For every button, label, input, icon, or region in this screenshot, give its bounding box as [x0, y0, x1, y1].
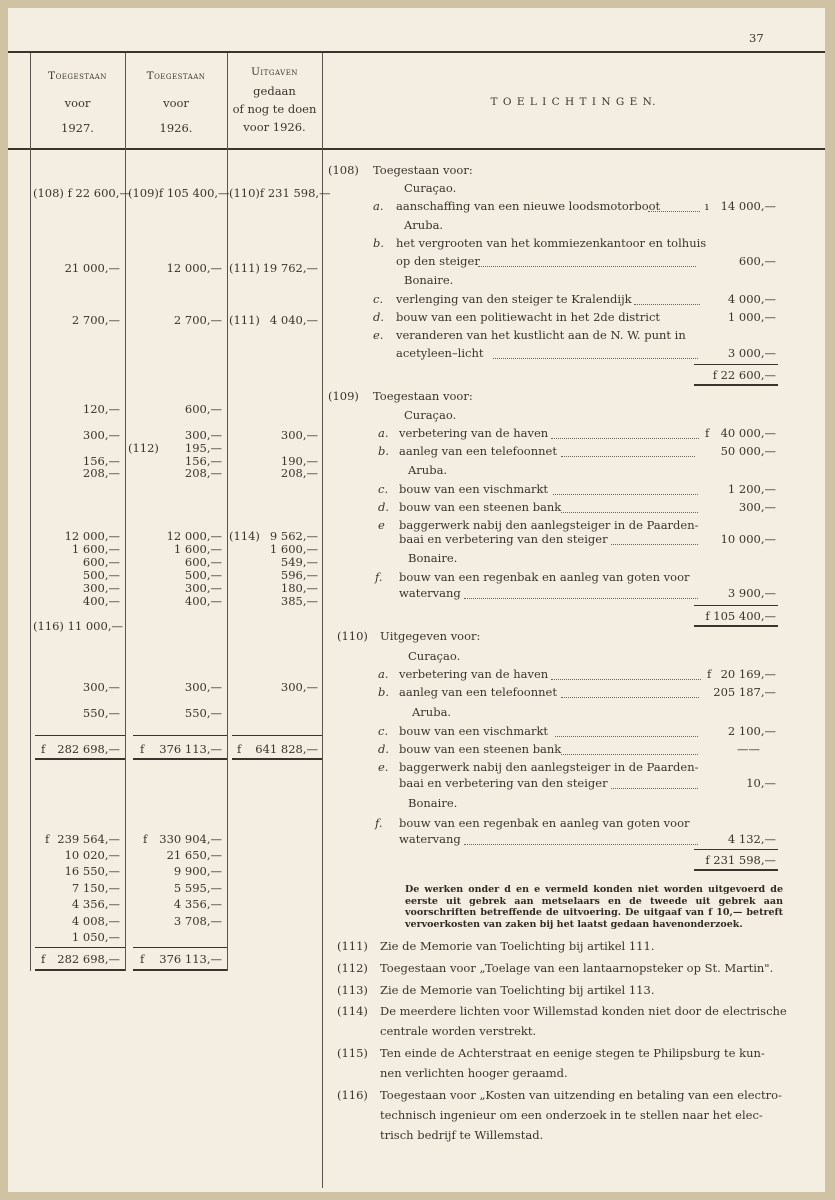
c2-value: 12 000,—	[166, 529, 222, 543]
c3-total: 641 828,—	[255, 742, 318, 756]
c3-ref: (111)	[229, 261, 260, 275]
s110-letter: e.	[378, 760, 389, 774]
s110-group: Aruba.	[412, 705, 452, 719]
b2-value: 4 356,—	[173, 897, 222, 911]
c3-value: 190,—	[280, 454, 318, 468]
s108-group: Curaçao.	[404, 181, 457, 195]
s110-letter: f.	[375, 816, 383, 830]
s108-e-text1: veranderen van het kustlicht aan de N. W. punt in	[396, 328, 686, 342]
s108-letter: e.	[373, 328, 384, 342]
c3-value: 9 562,—	[269, 529, 318, 543]
s109-letter: e	[378, 518, 385, 532]
header-col1-line2: voor	[64, 96, 91, 110]
s109-letter: f.	[375, 570, 383, 584]
s108-total-rule	[694, 384, 778, 386]
c1-value: 156,—	[82, 454, 120, 468]
s109-total: f 105 400,—	[705, 609, 776, 623]
c1-total-rule	[35, 758, 125, 760]
s108-b-value: 600,—	[738, 254, 776, 268]
note-ref: (112)	[337, 961, 368, 975]
c1-total-prefix: f	[41, 742, 46, 756]
s108-letter: d.	[373, 310, 385, 324]
b2-prefix: f	[143, 832, 148, 846]
c2-value: 195,—	[184, 441, 222, 455]
s110-group: Bonaire.	[408, 796, 458, 810]
leader-dots	[555, 736, 698, 737]
c2-value: 550,—	[184, 706, 222, 720]
note-text: nen verlichten hooger geraamd.	[380, 1066, 568, 1080]
s109-e-text1: baggerwerk nabij den aanlegsteiger in de Paarden-	[399, 518, 699, 532]
s108-total: f 22 600,—	[712, 368, 776, 382]
c2-ref-112: (112)	[128, 441, 159, 455]
leader-dots	[493, 358, 698, 359]
b1-sum-rule	[35, 947, 125, 948]
s109-letter: b.	[378, 444, 390, 458]
leader-dots	[561, 754, 698, 755]
c2-value: 400,—	[184, 594, 222, 608]
note-ref: (115)	[337, 1046, 368, 1060]
note-text: centrale worden verstrekt.	[380, 1024, 537, 1038]
s110-group: Curaçao.	[408, 649, 461, 663]
c1-value: (108) f 22 600,—	[33, 186, 131, 200]
c3-ref: (111)	[229, 313, 260, 327]
header-toelichtingen: T O E L I C H T I N G E N.	[490, 96, 657, 108]
s108-group: Bonaire.	[404, 273, 454, 287]
s109-d-text: bouw van een steenen bank	[399, 500, 562, 514]
b1-value: 4 356,—	[71, 897, 120, 911]
c1-value: 1 600,—	[71, 542, 120, 556]
c2-sum-rule	[133, 735, 227, 736]
b1-value: 4 008,—	[71, 914, 120, 928]
document-page	[8, 8, 825, 1192]
column-rule	[322, 53, 323, 1188]
s108-a-text: aanschaffing van een nieuwe loodsmotorboot	[396, 199, 661, 213]
c2-value: (109)f 105 400,—	[128, 186, 230, 200]
b1-value: 7 150,—	[71, 881, 120, 895]
s109-a-value: 40 000,—	[720, 426, 776, 440]
b2-sum-rule	[133, 947, 227, 948]
c3-value: 385,—	[280, 594, 318, 608]
s109-group: Aruba.	[408, 463, 448, 477]
c2-value: 12 000,—	[166, 261, 222, 275]
b2-value: 21 650,—	[166, 848, 222, 862]
s110-total: f 231 598,—	[705, 853, 776, 867]
c3-value: 300,—	[280, 428, 318, 442]
s108-b-text2: op den steiger	[396, 254, 480, 268]
c3-sum-rule	[232, 735, 322, 736]
header-col3-line1: Uitgaven	[251, 66, 298, 78]
c3-ref: (114)	[229, 529, 260, 543]
s109-total-rule	[694, 625, 778, 627]
c1-value: 208,—	[82, 466, 120, 480]
b2-value: 3 708,—	[173, 914, 222, 928]
c1-sum-rule	[35, 735, 125, 736]
b1-total-prefix: f	[41, 952, 46, 966]
b1-prefix: f	[45, 832, 50, 846]
c1-value: 21 000,—	[64, 261, 120, 275]
c2-value: 600,—	[184, 555, 222, 569]
c3-value: 300,—	[280, 680, 318, 694]
s110-a-text: verbetering van de haven	[399, 667, 549, 681]
c1-value: 400,—	[82, 594, 120, 608]
s109-c-text: bouw van een vischmarkt	[399, 482, 549, 496]
b2-value: 330 904,—	[159, 832, 222, 846]
c1-value: 300,—	[82, 680, 120, 694]
c2-value: 208,—	[184, 466, 222, 480]
leader-dots	[634, 304, 700, 305]
c2-total: 376 113,—	[159, 742, 222, 756]
s109-ref: (109)	[328, 389, 359, 403]
s108-d-text: bouw van een politiewacht in het 2de district	[396, 310, 661, 324]
c2-value: 1 600,—	[173, 542, 222, 556]
leader-dots	[464, 598, 698, 599]
header-col2-line3: 1926.	[159, 121, 193, 135]
s109-f-value: 3 900,—	[727, 586, 776, 600]
s110-letter: a.	[378, 667, 389, 681]
s110-a-value: 20 169,—	[720, 667, 776, 681]
s108-e-value: 3 000,—	[727, 346, 776, 360]
s108-ref: (108)	[328, 163, 359, 177]
s110-f-text2: watervang	[399, 832, 461, 846]
s110-a-prefix: f	[707, 667, 712, 681]
b1-total: 282 698,—	[57, 952, 120, 966]
c1-value: 120,—	[82, 402, 120, 416]
note-text: Ten einde de Achterstraat en eenige stegen te Philipsburg te kun-	[380, 1046, 765, 1060]
c3-value: 4 040,—	[269, 313, 318, 327]
s109-e-value: 10 000,—	[720, 532, 776, 546]
note-ref: (114)	[337, 1004, 368, 1018]
s109-f-text1: bouw van een regenbak en aanleg van goten voor	[399, 570, 690, 584]
s108-a-value: 14 000,—	[720, 199, 776, 213]
s110-d-value: ——	[737, 742, 760, 756]
s109-a-text: verbetering van de haven	[399, 426, 549, 440]
c1-value: 550,—	[82, 706, 120, 720]
leader-dots	[561, 697, 699, 698]
c1-value: 300,—	[82, 581, 120, 595]
s108-d-value: 1 000,—	[727, 310, 776, 324]
c1-value: 12 000,—	[64, 529, 120, 543]
s109-letter: a.	[378, 426, 389, 440]
note-text: De meerdere lichten voor Willemstad konden niet door de electrische	[380, 1004, 787, 1018]
s109-c-value: 1 200,—	[727, 482, 776, 496]
header-bottom-rule	[8, 148, 825, 150]
s110-footnote: De werken onder d en e vermeld konden niet worden uitgevoerd de eerste uit gebrek aan metselaars en de tweede uit gebrek aan voorschriften betreffende de uitvoering. De uitgaaf van f 10,— betreft vervoerkosten van zaken bij het laatst gedaan havenonderzoek.	[405, 884, 783, 930]
c1-value: 600,—	[82, 555, 120, 569]
leader-dots	[561, 456, 695, 457]
c1-value: 2 700,—	[71, 313, 120, 327]
b1-value: 10 020,—	[64, 848, 120, 862]
s110-letter: c.	[378, 724, 389, 738]
s108-letter: a.	[373, 199, 384, 213]
s110-letter: d.	[378, 742, 390, 756]
s110-c-value: 2 100,—	[727, 724, 776, 738]
c3-value: 1 600,—	[269, 542, 318, 556]
header-col1-line3: 1927.	[61, 121, 94, 135]
leader-dots	[648, 211, 700, 212]
note-ref: (116)	[337, 1088, 368, 1102]
note-ref: (113)	[337, 983, 368, 997]
b2-total-rule	[133, 969, 227, 971]
header-col3-line4: voor 1926.	[243, 120, 306, 134]
header-top-rule	[8, 51, 825, 53]
b2-total-prefix: f	[140, 952, 145, 966]
s108-title: Toegestaan voor:	[373, 163, 473, 177]
c1-value: 300,—	[82, 428, 120, 442]
s108-c-value: 4 000,—	[727, 292, 776, 306]
s110-d-text: bouw van een steenen bank	[399, 742, 562, 756]
s108-b-text1: het vergrooten van het kommiezenkantoor en tolhuis	[396, 236, 707, 250]
s108-letter: c.	[373, 292, 384, 306]
c2-value: 500,—	[184, 568, 222, 582]
s109-group: Bonaire.	[408, 551, 458, 565]
leader-dots	[611, 788, 698, 789]
s110-e-value: 10,—	[746, 776, 776, 790]
c3-total-prefix: f	[237, 742, 242, 756]
c1-value: (116) 11 000,—	[33, 619, 123, 633]
c2-value: 300,—	[184, 581, 222, 595]
s109-sum-rule	[694, 605, 778, 606]
leader-dots	[551, 438, 699, 439]
leader-dots	[611, 544, 698, 545]
b2-total: 376 113,—	[159, 952, 222, 966]
s110-total-rule	[694, 869, 778, 871]
s110-f-text1: bouw van een regenbak en aanleg van goten voor	[399, 816, 690, 830]
note-text: technisch ingenieur om een onderzoek in te stellen naar het elec-	[380, 1108, 763, 1122]
s110-title: Uitgegeven voor:	[380, 629, 481, 643]
s110-b-text: aanleg van een telefoonnet	[399, 685, 557, 699]
c2-value: 300,—	[184, 428, 222, 442]
s108-a-mark: ı	[705, 199, 709, 213]
c3-value: 596,—	[280, 568, 318, 582]
c2-value: 2 700,—	[173, 313, 222, 327]
b1-total-rule	[35, 969, 125, 971]
c3-value: 19 762,—	[262, 261, 318, 275]
s109-e-text2: baai en verbetering van den steiger	[399, 532, 608, 546]
header-col3-line3: of nog te doen	[232, 102, 317, 116]
s108-c-text: verlenging van den steiger te Kralendijk	[396, 292, 632, 306]
s109-b-text: aanleg van een telefoonnet	[399, 444, 557, 458]
s109-group: Curaçao.	[404, 408, 457, 422]
s109-f-text2: watervang	[399, 586, 461, 600]
header-col1-line1: Toegestaan	[48, 70, 107, 82]
s110-c-text: bouw van een vischmarkt	[399, 724, 549, 738]
s108-e-text2: acetyleen–licht	[396, 346, 484, 360]
page-number: 37	[749, 31, 764, 45]
s109-a-prefix: f	[705, 426, 710, 440]
s109-title: Toegestaan voor:	[373, 389, 473, 403]
s109-d-value: 300,—	[738, 500, 776, 514]
s109-b-value: 50 000,—	[720, 444, 776, 458]
c2-value: 600,—	[184, 402, 222, 416]
leader-dots	[464, 844, 698, 845]
c3-value: 549,—	[280, 555, 318, 569]
header-col2-line1: Toegestaan	[146, 70, 206, 82]
header-col3-line2: gedaan	[253, 84, 296, 98]
s110-f-value: 4 132,—	[727, 832, 776, 846]
note-text: Toegestaan voor „Kosten van uitzending en betaling van een electro-	[380, 1088, 782, 1102]
c3-total-rule	[232, 758, 322, 760]
b2-value: 9 900,—	[173, 864, 222, 878]
header-col2-line2: voor	[163, 96, 189, 110]
s110-e-text2: baai en verbetering van den steiger	[399, 776, 608, 790]
c1-total: 282 698,—	[57, 742, 120, 756]
b1-value: 16 550,—	[64, 864, 120, 878]
s110-b-value: 205 187,—	[713, 685, 776, 699]
c2-total-prefix: f	[140, 742, 145, 756]
note-text: Toegestaan voor „Toelage van een lantaarnopsteker op St. Martin".	[380, 961, 774, 975]
b2-value: 5 595,—	[173, 881, 222, 895]
c3-value: (110)f 231 598,—	[229, 186, 331, 200]
s110-letter: b.	[378, 685, 390, 699]
s110-sum-rule	[694, 849, 778, 850]
note-text: trisch bedrijf te Willemstad.	[380, 1128, 544, 1142]
note-text: Zie de Memorie van Toelichting bij artikel 111.	[380, 939, 655, 953]
s108-letter: b.	[373, 236, 385, 250]
c3-value: 208,—	[280, 466, 318, 480]
c2-value: 300,—	[184, 680, 222, 694]
s110-e-text1: baggerwerk nabij den aanlegsteiger in de Paarden-	[399, 760, 699, 774]
s109-letter: d.	[378, 500, 390, 514]
note-text: Zie de Memorie van Toelichting bij artikel 113.	[380, 983, 655, 997]
leader-dots	[478, 266, 696, 267]
s109-letter: c.	[378, 482, 389, 496]
c1-value: 500,—	[82, 568, 120, 582]
b1-value: 239 564,—	[57, 832, 120, 846]
s108-sum-rule	[694, 364, 778, 365]
note-ref: (111)	[337, 939, 368, 953]
leader-dots	[553, 494, 698, 495]
s110-ref: (110)	[337, 629, 368, 643]
c2-total-rule	[133, 758, 227, 760]
b1-value: 1 050,—	[71, 930, 120, 944]
c3-value: 180,—	[280, 581, 318, 595]
s108-group: Aruba.	[404, 218, 444, 232]
column-rule	[30, 53, 31, 971]
leader-dots	[561, 512, 698, 513]
leader-dots	[551, 679, 701, 680]
c2-value: 156,—	[184, 454, 222, 468]
